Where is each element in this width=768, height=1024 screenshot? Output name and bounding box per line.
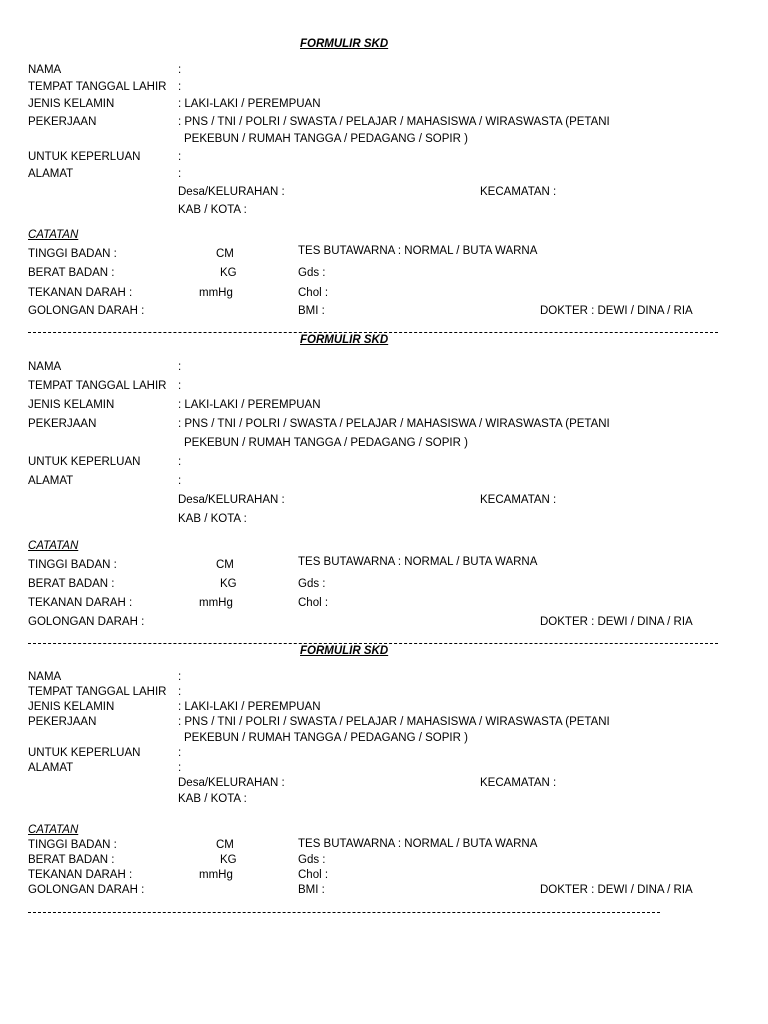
label-tekanan-darah: TEKANAN DARAH : xyxy=(28,869,133,881)
colon-keperluan: : xyxy=(178,151,182,163)
colon-ttl: : xyxy=(178,686,182,698)
colon-alamat: : xyxy=(178,762,182,774)
colon-keperluan: : xyxy=(178,456,182,468)
label-desa: Desa/KELURAHAN : xyxy=(178,186,285,198)
value-pekerjaan-line1: : PNS / TNI / POLRI / SWASTA / PELAJAR / MAHASISWA / WIRASWASTA (PETANI xyxy=(178,418,610,430)
colon-nama: : xyxy=(178,361,182,373)
label-pekerjaan: PEKERJAAN xyxy=(28,716,97,728)
colon-ttl: : xyxy=(178,380,182,392)
label-gds: Gds : xyxy=(298,267,326,279)
label-berat-badan: BERAT BADAN : xyxy=(28,854,115,866)
label-nama: NAMA xyxy=(28,361,62,373)
label-tes-butawarna: TES BUTAWARNA : NORMAL / BUTA WARNA xyxy=(298,556,538,568)
label-golongan-darah: GOLONGAN DARAH : xyxy=(28,884,145,896)
label-kecamatan: KECAMATAN : xyxy=(480,777,557,789)
colon-alamat: : xyxy=(178,168,182,180)
label-kab-kota: KAB / KOTA : xyxy=(178,204,247,216)
value-pekerjaan-line2: PEKEBUN / RUMAH TANGGA / PEDAGANG / SOPIR ) xyxy=(184,732,468,744)
value-pekerjaan-line2: PEKEBUN / RUMAH TANGGA / PEDAGANG / SOPIR ) xyxy=(184,437,468,449)
unit-kg: KG xyxy=(220,267,237,279)
label-pekerjaan: PEKERJAAN xyxy=(28,116,97,128)
label-keperluan: UNTUK KEPERLUAN xyxy=(28,151,141,163)
catatan-heading: CATATAN xyxy=(28,540,79,552)
label-tinggi-badan: TINGGI BADAN : xyxy=(28,839,117,851)
label-berat-badan: BERAT BADAN : xyxy=(28,267,115,279)
unit-mmhg: mmHg xyxy=(199,869,233,881)
label-chol: Chol : xyxy=(298,287,329,299)
label-desa: Desa/KELURAHAN : xyxy=(178,777,285,789)
label-jenis-kelamin: JENIS KELAMIN xyxy=(28,98,115,110)
label-tekanan-darah: TEKANAN DARAH : xyxy=(28,597,133,609)
colon-alamat: : xyxy=(178,475,182,487)
label-nama: NAMA xyxy=(28,64,62,76)
colon-keperluan: : xyxy=(178,747,182,759)
label-alamat: ALAMAT xyxy=(28,475,74,487)
label-tes-butawarna: TES BUTAWARNA : NORMAL / BUTA WARNA xyxy=(298,245,538,257)
label-keperluan: UNTUK KEPERLUAN xyxy=(28,456,141,468)
label-dokter: DOKTER : DEWI / DINA / RIA xyxy=(540,884,693,896)
form-title: FORMULIR SKD xyxy=(300,38,389,50)
colon-nama: : xyxy=(178,671,182,683)
label-gds: Gds : xyxy=(298,578,326,590)
label-golongan-darah: GOLONGAN DARAH : xyxy=(28,305,145,317)
catatan-heading: CATATAN xyxy=(28,229,79,241)
label-pekerjaan: PEKERJAAN xyxy=(28,418,97,430)
cut-line xyxy=(28,912,660,913)
label-alamat: ALAMAT xyxy=(28,762,74,774)
value-pekerjaan-line2: PEKEBUN / RUMAH TANGGA / PEDAGANG / SOPIR ) xyxy=(184,133,468,145)
catatan-heading: CATATAN xyxy=(28,824,79,836)
label-kecamatan: KECAMATAN : xyxy=(480,186,557,198)
label-desa: Desa/KELURAHAN : xyxy=(178,494,285,506)
label-jenis-kelamin: JENIS KELAMIN xyxy=(28,701,115,713)
label-tekanan-darah: TEKANAN DARAH : xyxy=(28,287,133,299)
unit-mmhg: mmHg xyxy=(199,597,233,609)
label-bmi: BMI : xyxy=(298,884,325,896)
unit-cm: CM xyxy=(216,559,234,571)
label-kecamatan: KECAMATAN : xyxy=(480,494,557,506)
colon-nama: : xyxy=(178,64,182,76)
label-tes-butawarna: TES BUTAWARNA : NORMAL / BUTA WARNA xyxy=(298,838,538,850)
label-berat-badan: BERAT BADAN : xyxy=(28,578,115,590)
label-tinggi-badan: TINGGI BADAN : xyxy=(28,559,117,571)
value-jenis-kelamin: : LAKI-LAKI / PEREMPUAN xyxy=(178,701,321,713)
label-dokter: DOKTER : DEWI / DINA / RIA xyxy=(540,305,693,317)
value-jenis-kelamin: : LAKI-LAKI / PEREMPUAN xyxy=(178,98,321,110)
unit-cm: CM xyxy=(216,248,234,260)
label-nama: NAMA xyxy=(28,671,62,683)
label-golongan-darah: GOLONGAN DARAH : xyxy=(28,616,145,628)
form-title: FORMULIR SKD xyxy=(300,334,389,346)
unit-kg: KG xyxy=(220,854,237,866)
value-pekerjaan-line1: : PNS / TNI / POLRI / SWASTA / PELAJAR / MAHASISWA / WIRASWASTA (PETANI xyxy=(178,116,610,128)
unit-mmhg: mmHg xyxy=(199,287,233,299)
label-keperluan: UNTUK KEPERLUAN xyxy=(28,747,141,759)
label-kab-kota: KAB / KOTA : xyxy=(178,513,247,525)
label-ttl: TEMPAT TANGGAL LAHIR xyxy=(28,686,167,698)
unit-cm: CM xyxy=(216,839,234,851)
label-jenis-kelamin: JENIS KELAMIN xyxy=(28,399,115,411)
label-ttl: TEMPAT TANGGAL LAHIR xyxy=(28,380,167,392)
value-pekerjaan-line1: : PNS / TNI / POLRI / SWASTA / PELAJAR / MAHASISWA / WIRASWASTA (PETANI xyxy=(178,716,610,728)
value-jenis-kelamin: : LAKI-LAKI / PEREMPUAN xyxy=(178,399,321,411)
label-alamat: ALAMAT xyxy=(28,168,74,180)
label-chol: Chol : xyxy=(298,869,329,881)
label-ttl: TEMPAT TANGGAL LAHIR xyxy=(28,81,167,93)
label-dokter: DOKTER : DEWI / DINA / RIA xyxy=(540,616,693,628)
colon-ttl: : xyxy=(178,81,182,93)
form-title: FORMULIR SKD xyxy=(300,645,389,657)
label-chol: Chol : xyxy=(298,597,329,609)
label-bmi: BMI : xyxy=(298,305,325,317)
label-tinggi-badan: TINGGI BADAN : xyxy=(28,248,117,260)
label-gds: Gds : xyxy=(298,854,326,866)
unit-kg: KG xyxy=(220,578,237,590)
label-kab-kota: KAB / KOTA : xyxy=(178,793,247,805)
